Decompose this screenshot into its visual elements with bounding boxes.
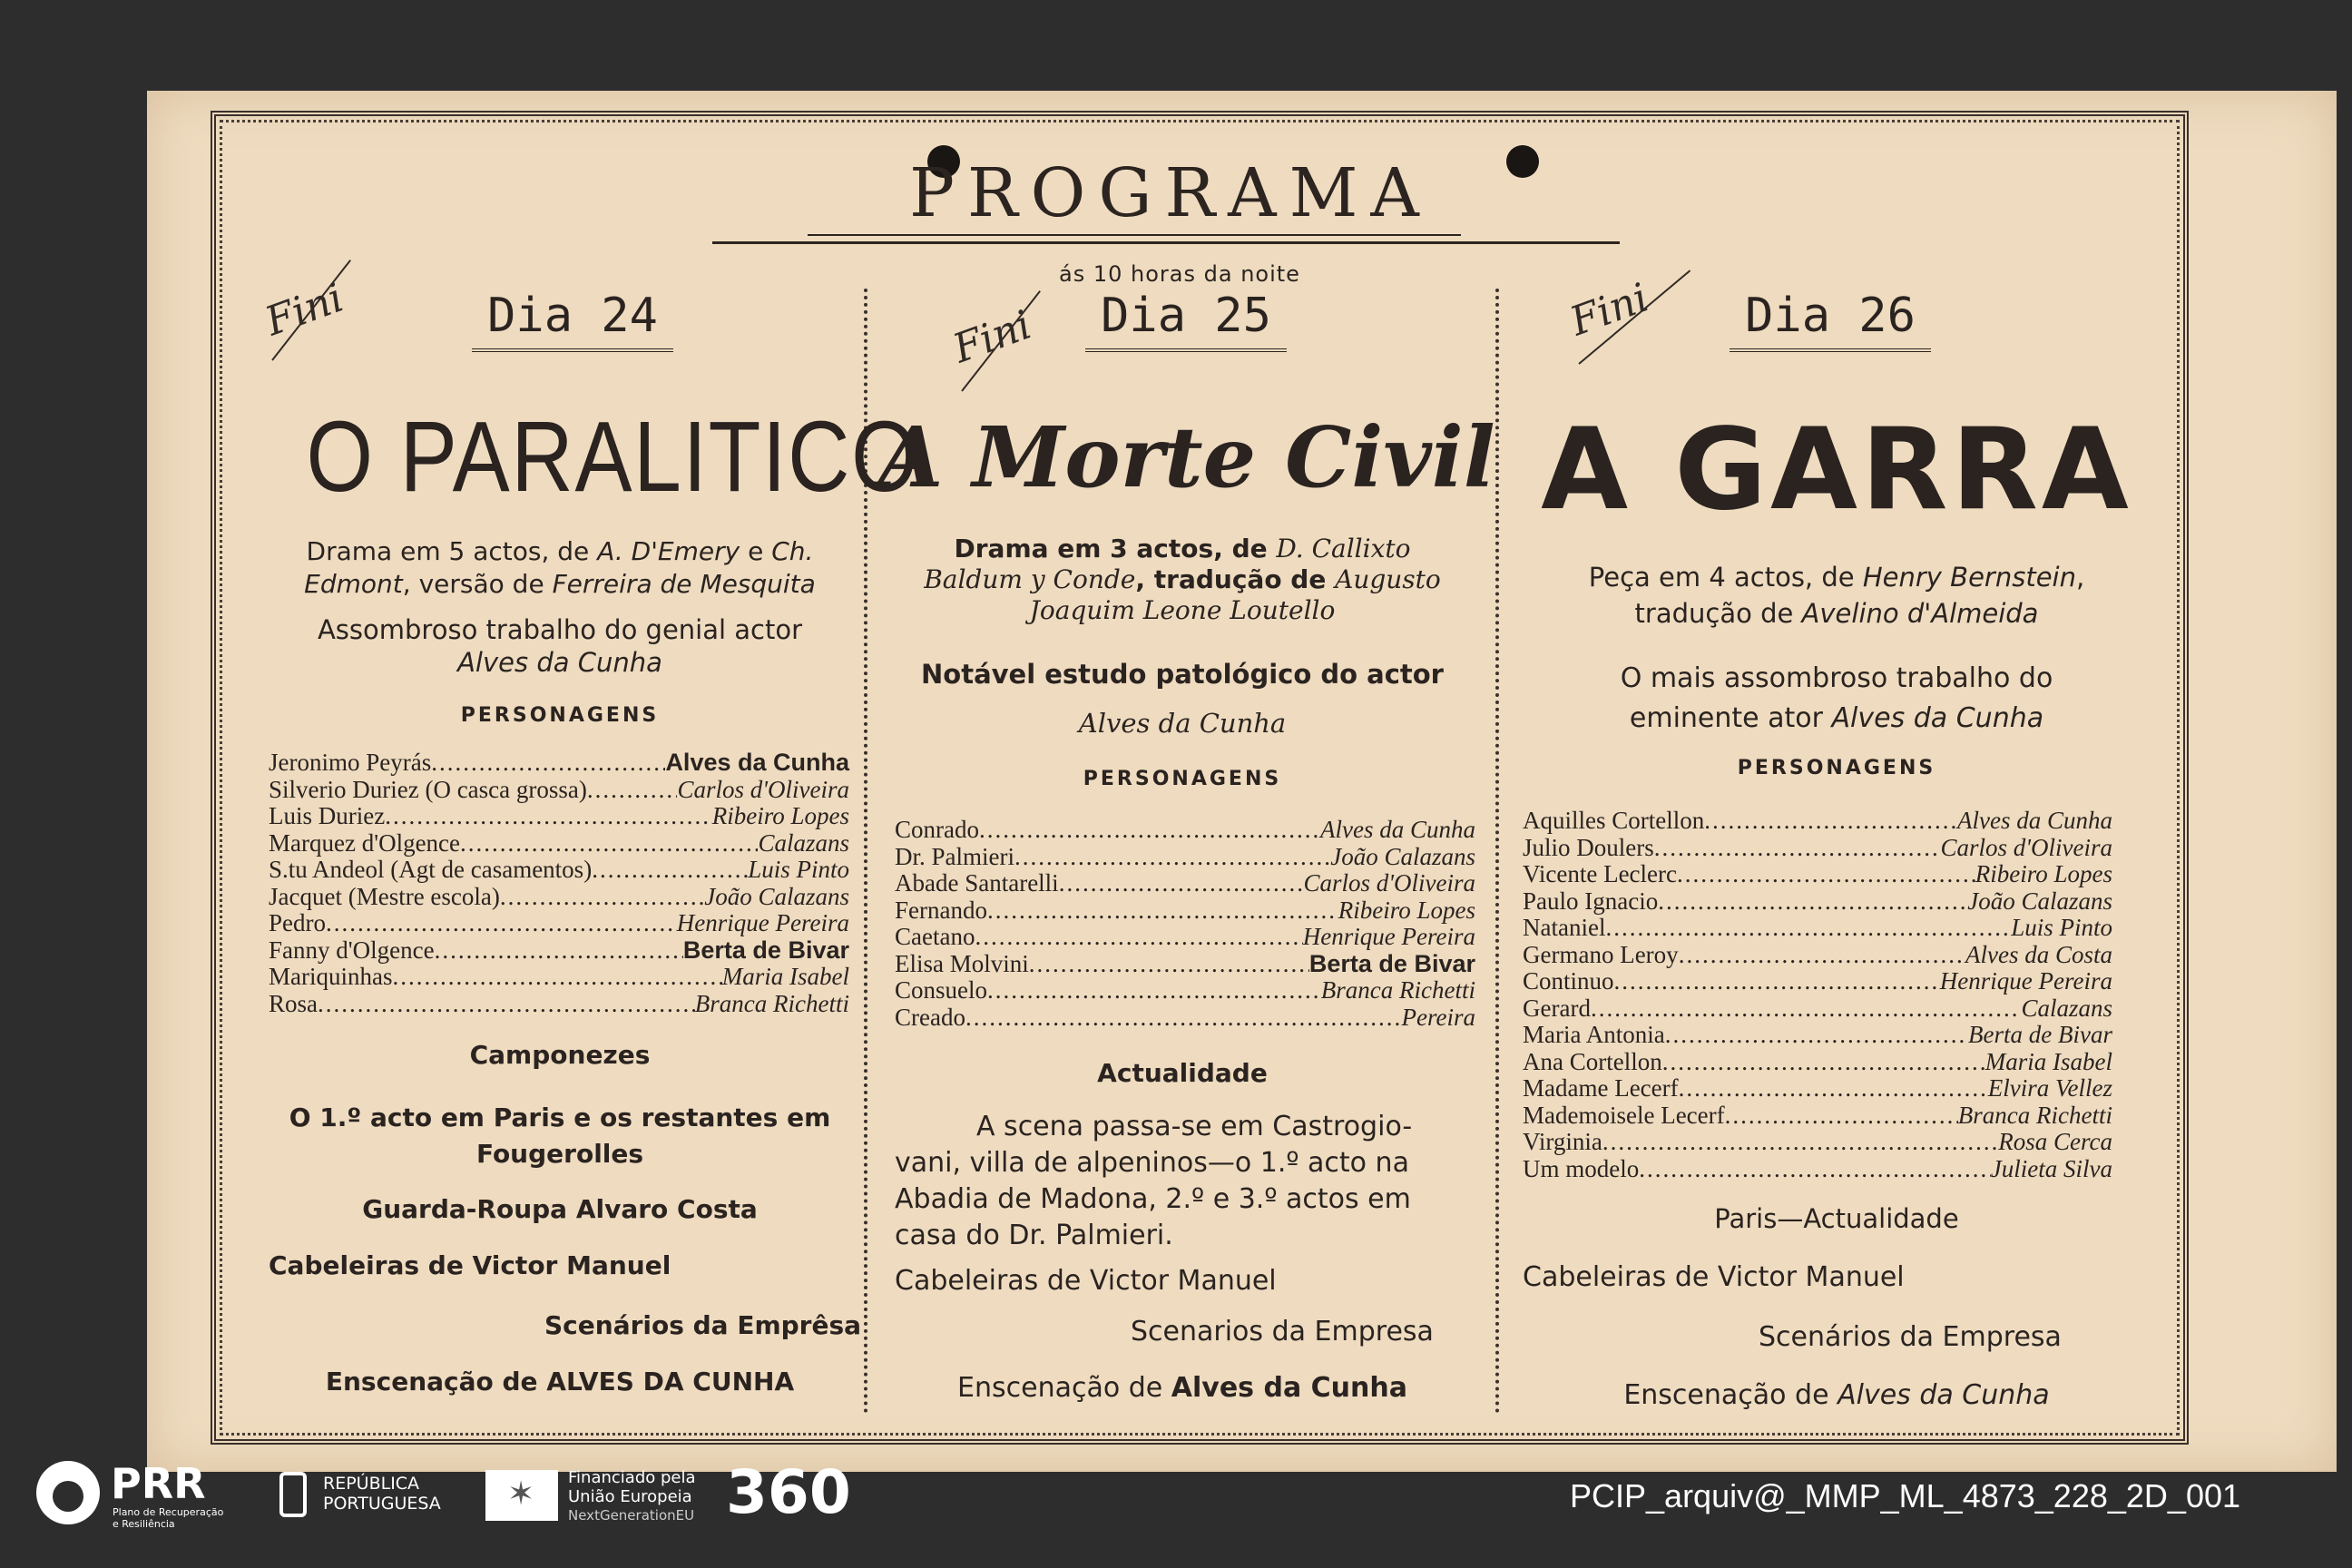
actor-name: Rosa Cerca xyxy=(1998,1128,2112,1155)
title-rule xyxy=(712,241,1620,244)
play-description: Drama em 3 actos, de D. Callixto Baldum y Conde, tradução de Augusto Joaquim Leone Loutello xyxy=(924,534,1441,625)
leader-dots xyxy=(1658,888,1967,916)
leader-dots xyxy=(987,897,1338,925)
personagens-heading: PERSONAGENS xyxy=(460,704,660,727)
character-name: Marquez d'Olgence xyxy=(269,828,461,857)
republica-logo: REPÚBLICA PORTUGUESA xyxy=(323,1474,441,1514)
note-staging: Enscenação de Alves da Cunha xyxy=(1623,1379,2050,1411)
play-description: Drama em 5 actos, de A. D'Emery e Ch. Edmont, versão de Ferreira de Mesquita xyxy=(304,536,816,599)
signature: Fini xyxy=(946,301,1038,373)
character-name: Caetano xyxy=(895,923,975,950)
character-name: Fanny d'Olgence xyxy=(269,936,435,964)
cast-row xyxy=(895,870,1475,897)
leader-dots xyxy=(460,830,758,858)
cast-row xyxy=(895,897,1475,925)
leader-dots xyxy=(1591,995,2022,1023)
actor-name: Berta de Bivar xyxy=(682,936,849,964)
actor-name: Luis Pinto xyxy=(2011,914,2112,941)
actor-name: Julieta Silva xyxy=(1990,1154,2112,1182)
prr-subtitle: Plano de Recuperação e Resiliência xyxy=(113,1506,224,1530)
cast-row xyxy=(895,1004,1475,1032)
eu-logo: Financiado pela União Europeia NextGenerationEU xyxy=(568,1468,696,1524)
leader-dots xyxy=(587,777,678,804)
signature: Fini xyxy=(259,274,350,346)
character-name: Jeronimo Peyrás xyxy=(269,749,432,776)
leader-dots xyxy=(592,857,748,884)
leader-dots xyxy=(1704,808,1957,835)
actor-name: Alves da Cunha xyxy=(1957,807,2112,834)
play-description: Peça em 4 actos, de Henry Bernstein, tradução de Avelino d'Almeida xyxy=(1588,562,2085,629)
cast-row xyxy=(269,910,849,937)
play-title: A GARRA xyxy=(1541,405,2132,535)
character-name: Fernando xyxy=(895,896,987,924)
character-name: Aquilles Cortellon xyxy=(1523,807,1705,834)
cast-list xyxy=(1523,808,2112,1182)
actor-name: Henrique Pereira xyxy=(676,909,849,936)
actor-name: Calazans xyxy=(758,828,849,857)
character-name: Paulo Ignacio xyxy=(1523,887,1659,915)
praise: Assombroso trabalho do genial actor Alves da Cunha xyxy=(317,614,803,678)
cast-row xyxy=(895,844,1475,871)
actor-name: Branca Richetti xyxy=(1320,976,1475,1004)
note-settings: O 1.º acto em Paris e os restantes em Fougerolles xyxy=(289,1102,831,1169)
leader-dots xyxy=(318,991,695,1018)
cast-list xyxy=(269,750,849,1017)
leader-dots xyxy=(1614,968,1940,995)
actor-name: Carlos d'Oliveira xyxy=(1303,869,1475,897)
note-wigs: Cabeleiras de Victor Manuel xyxy=(1523,1261,1905,1293)
actor-name: Carlos d'Oliveira xyxy=(677,775,849,803)
actor-name: Alves da Costa xyxy=(1965,940,2112,968)
character-name: Maria Antonia xyxy=(1523,1021,1665,1048)
cast-row xyxy=(895,817,1475,844)
character-name: Madame Lecerf xyxy=(1523,1074,1679,1102)
leader-dots xyxy=(431,750,665,777)
character-name: Elisa Molvini xyxy=(895,949,1029,977)
leader-dots xyxy=(326,910,677,937)
play-title: O PARALITICO xyxy=(306,401,920,513)
republica-icon xyxy=(279,1472,307,1517)
note-camponezes: Camponezes xyxy=(469,1040,651,1070)
praise-actor: Alves da Cunha xyxy=(1078,708,1287,739)
note-scenery: Scenários da Emprêsa xyxy=(544,1310,862,1340)
character-name: Ana Cortellon xyxy=(1523,1047,1662,1075)
cast-row xyxy=(1523,1075,2112,1102)
cast-row xyxy=(269,964,849,991)
cast-row xyxy=(1523,942,2112,969)
note-staging: Enscenação de Alves da Cunha xyxy=(957,1372,1407,1404)
leader-dots xyxy=(965,1004,1402,1032)
leader-dots xyxy=(1639,1156,1991,1183)
leader-dots xyxy=(385,803,712,830)
character-name: Continuo xyxy=(1523,967,1614,995)
note-wigs: Cabeleiras de Victor Manuel xyxy=(269,1250,671,1280)
actor-name: Carlos d'Oliveira xyxy=(1940,833,2112,861)
character-name: Pedro xyxy=(269,909,326,936)
prr-logo-icon xyxy=(36,1461,100,1524)
actor-name: João Calazans xyxy=(1967,887,2112,915)
leader-dots xyxy=(987,977,1321,1004)
cast-row xyxy=(895,924,1475,951)
cast-row xyxy=(269,750,849,777)
character-name: Virginia xyxy=(1523,1128,1602,1155)
cast-row xyxy=(1523,1022,2112,1049)
personagens-heading: PERSONAGENS xyxy=(1083,768,1282,790)
actor-name: João Calazans xyxy=(704,882,849,910)
day-heading: Dia 24 xyxy=(472,289,673,352)
cast-row xyxy=(269,777,849,804)
character-name: S.tu Andeol (Agt de casamentos) xyxy=(269,856,593,883)
character-name: Gerard xyxy=(1523,994,1591,1022)
cast-row xyxy=(269,991,849,1018)
leader-dots xyxy=(1679,1075,1988,1102)
show-time: ás 10 horas da noite xyxy=(1059,261,1300,287)
cast-row xyxy=(1523,1049,2112,1076)
actor-name: João Calazans xyxy=(1330,842,1475,870)
cast-row xyxy=(895,977,1475,1004)
character-name: Jacquet (Mestre escola) xyxy=(269,882,500,910)
cast-row xyxy=(269,857,849,884)
day-heading: Dia 25 xyxy=(1085,289,1287,352)
leader-dots xyxy=(1602,1129,1998,1156)
actor-name: Branca Richetti xyxy=(1957,1101,2112,1129)
character-name: Dr. Palmieri xyxy=(895,842,1014,870)
actor-name: Branca Richetti xyxy=(694,989,849,1017)
title-rule xyxy=(808,234,1461,236)
character-name: Mariquinhas xyxy=(269,963,393,990)
actor-name: Henrique Pereira xyxy=(1939,967,2112,995)
cast-row xyxy=(269,884,849,911)
leader-dots xyxy=(500,884,704,911)
note-scenery: Scenários da Empresa xyxy=(1759,1321,2062,1353)
cast-row xyxy=(269,937,849,965)
character-name: Nataniel xyxy=(1523,914,1606,941)
cast-row xyxy=(1523,1102,2112,1130)
leader-dots xyxy=(1725,1102,1958,1130)
viewer-360-label: 360 xyxy=(726,1457,851,1527)
leader-dots xyxy=(979,817,1320,844)
note-period: Paris—Actualidade xyxy=(1714,1203,1959,1234)
actor-name: Elvira Vellez xyxy=(1987,1074,2112,1102)
actor-name: Ribeiro Lopes xyxy=(1338,896,1475,924)
character-name: Vicente Leclerc xyxy=(1523,860,1678,887)
leader-dots xyxy=(1059,870,1304,897)
cast-row xyxy=(269,830,849,858)
cast-row xyxy=(1523,888,2112,916)
cast-list xyxy=(895,817,1475,1031)
character-name: Julio Doulers xyxy=(1523,833,1654,861)
leader-dots xyxy=(1662,1049,1985,1076)
leader-dots xyxy=(1677,861,1975,888)
personagens-heading: PERSONAGENS xyxy=(1737,757,1936,779)
cast-row xyxy=(1523,835,2112,862)
leader-dots xyxy=(1665,1022,1968,1049)
archive-id: PCIP_arquiv@_MMP_ML_4873_228_2D_001 xyxy=(1570,1477,2241,1514)
prr-logo: PRR xyxy=(111,1459,206,1508)
character-name: Consuelo xyxy=(895,976,988,1004)
leader-dots xyxy=(1029,951,1309,978)
column-divider xyxy=(1495,289,1499,1414)
actor-name: Alves da Cunha xyxy=(665,749,849,776)
character-name: Creado xyxy=(895,1003,965,1031)
leader-dots xyxy=(1679,942,1965,969)
cast-row xyxy=(1523,1156,2112,1183)
cast-row xyxy=(269,803,849,830)
character-name: Um modelo xyxy=(1523,1154,1640,1182)
actor-name: Alves da Cunha xyxy=(1320,816,1475,843)
character-name: Germano Leroy xyxy=(1523,940,1679,968)
praise: O mais assombroso trabalho do eminente ator Alves da Cunha xyxy=(1620,662,2053,734)
eu-flag-icon xyxy=(485,1470,558,1521)
character-name: Abade Santarelli xyxy=(895,869,1059,897)
cast-row xyxy=(1523,968,2112,995)
character-name: Conrado xyxy=(895,816,979,843)
actor-name: Pereira xyxy=(1401,1003,1475,1031)
cast-row xyxy=(1523,1129,2112,1156)
program-title: PROGRAMA xyxy=(909,154,1432,232)
actor-name: Calazans xyxy=(2021,994,2112,1022)
actor-name: Maria Isabel xyxy=(721,963,849,990)
actor-name: Berta de Bivar xyxy=(1308,949,1475,977)
character-name: Rosa xyxy=(269,989,318,1017)
leader-dots xyxy=(1605,915,2011,942)
note-scene: A scena passa-se em Castrogio- vani, villa de alpeninos—o 1.º acto na Abadia de Madona, 2.º e 3.º actos em casa do Dr. Palmieri. xyxy=(895,1111,1413,1251)
cast-row xyxy=(1523,861,2112,888)
note-staging: Enscenação de ALVES DA CUNHA xyxy=(325,1367,795,1396)
cast-row xyxy=(1523,915,2112,942)
leader-dots xyxy=(1014,844,1330,871)
play-title: A Morte Civil xyxy=(878,408,1495,506)
praise: Notável estudo patológico do actor xyxy=(921,659,1444,690)
actor-name: Berta de Bivar xyxy=(1968,1021,2112,1048)
actor-name: Luis Pinto xyxy=(748,856,849,883)
note-period: Actualidade xyxy=(1097,1058,1268,1088)
cast-row xyxy=(1523,995,2112,1023)
actor-name: Maria Isabel xyxy=(1984,1047,2112,1075)
actor-name: Ribeiro Lopes xyxy=(711,802,849,829)
note-wigs: Cabeleiras de Victor Manuel xyxy=(895,1265,1277,1297)
day-heading: Dia 26 xyxy=(1730,289,1931,352)
cast-row xyxy=(895,951,1475,978)
leader-dots xyxy=(975,924,1302,951)
leader-dots xyxy=(1654,835,1941,862)
character-name: Silverio Duriez (O casca grossa) xyxy=(269,775,587,803)
note-wardrobe: Guarda-Roupa Alvaro Costa xyxy=(362,1194,758,1224)
character-name: Mademoisele Lecerf xyxy=(1523,1101,1725,1129)
actor-name: Ribeiro Lopes xyxy=(1975,860,2112,887)
signature: Fini xyxy=(1563,274,1655,346)
note-scenery: Scenarios da Empresa xyxy=(1131,1316,1434,1348)
cast-row xyxy=(1523,808,2112,835)
leader-dots xyxy=(435,937,683,965)
actor-name: Henrique Pereira xyxy=(1302,923,1475,950)
character-name: Luis Duriez xyxy=(269,802,386,829)
leader-dots xyxy=(392,964,721,991)
